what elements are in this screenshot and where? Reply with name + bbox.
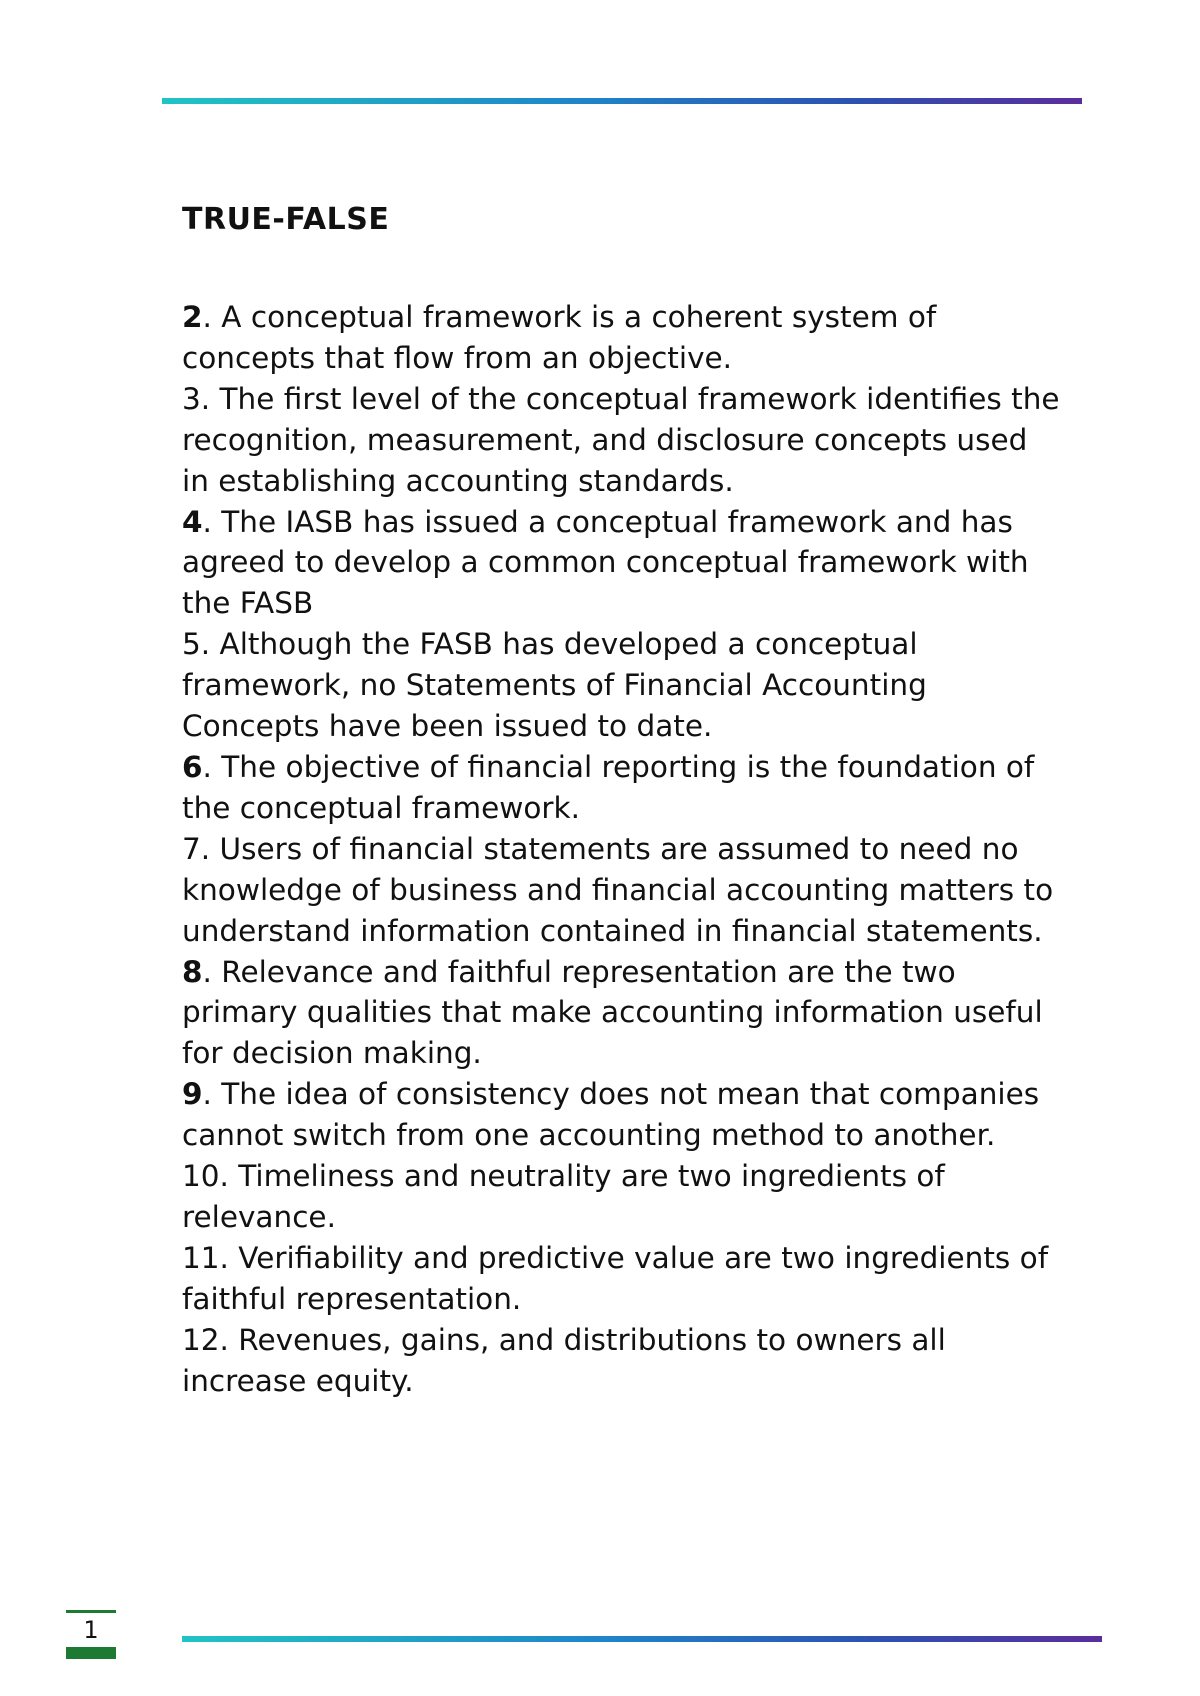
question-item	[182, 1320, 1062, 1402]
question-number: 6	[182, 749, 203, 784]
question-number: 10	[182, 1159, 220, 1194]
question-item	[182, 829, 1062, 952]
question-text: . The IASB has issued a conceptual framework and has agreed to develop a common conceptual framework with the FASB	[182, 504, 1029, 621]
question-text: . The idea of consistency does not mean that companies cannot switch from one accounting method to another.	[182, 1077, 1040, 1153]
question-number: 7	[182, 831, 201, 866]
question-number: 9	[182, 1077, 203, 1112]
question-item	[182, 747, 1062, 829]
question-item	[182, 1156, 1062, 1238]
question-item	[182, 624, 1062, 747]
page-number: 1	[83, 1616, 99, 1644]
question-number: 11	[182, 1240, 220, 1275]
question-number: 3	[182, 381, 201, 416]
question-number: 4	[182, 504, 203, 539]
question-text: . Timeliness and neutrality are two ingredients of relevance.	[182, 1159, 945, 1234]
question-text: . A conceptual framework is a coherent system of concepts that flow from an objective.	[182, 300, 937, 375]
question-number: 5	[182, 627, 201, 662]
question-item	[182, 297, 1062, 379]
question-text: . Users of financial statements are assumed to need no knowledge of business and financial accounting matters to understand information contained in financial statements.	[182, 831, 1054, 948]
question-item	[182, 502, 1062, 625]
question-text: . The objective of financial reporting is the foundation of the conceptual framework.	[182, 749, 1035, 825]
question-text: . Although the FASB has developed a conceptual framework, no Statements of Financial Accounting Concepts have been issued to date.	[182, 627, 927, 744]
question-text: . The first level of the conceptual framework identifies the recognition, measurement, and disclosure concepts used in establishing accounting standards.	[182, 381, 1060, 498]
header-divider	[162, 98, 1082, 104]
page-number-marker	[66, 1610, 116, 1659]
question-text: . Revenues, gains, and distributions to owners all increase equity.	[182, 1322, 946, 1398]
question-number: 12	[182, 1322, 220, 1357]
question-number: 8	[182, 954, 203, 989]
question-text: . Relevance and faithful representation are the two primary qualities that make accounting information useful for decision making.	[182, 954, 1043, 1071]
question-list	[182, 297, 1062, 1401]
question-item	[182, 952, 1062, 1075]
question-item	[182, 1074, 1062, 1156]
question-item	[182, 1238, 1062, 1320]
section-heading: TRUE-FALSE	[182, 202, 390, 237]
question-item	[182, 379, 1062, 502]
page-marker-bottom-bar	[66, 1647, 116, 1659]
question-text: . Verifiability and predictive value are two ingredients of faithful representation.	[182, 1240, 1049, 1316]
question-number: 2	[182, 300, 203, 334]
footer-divider	[182, 1636, 1102, 1642]
